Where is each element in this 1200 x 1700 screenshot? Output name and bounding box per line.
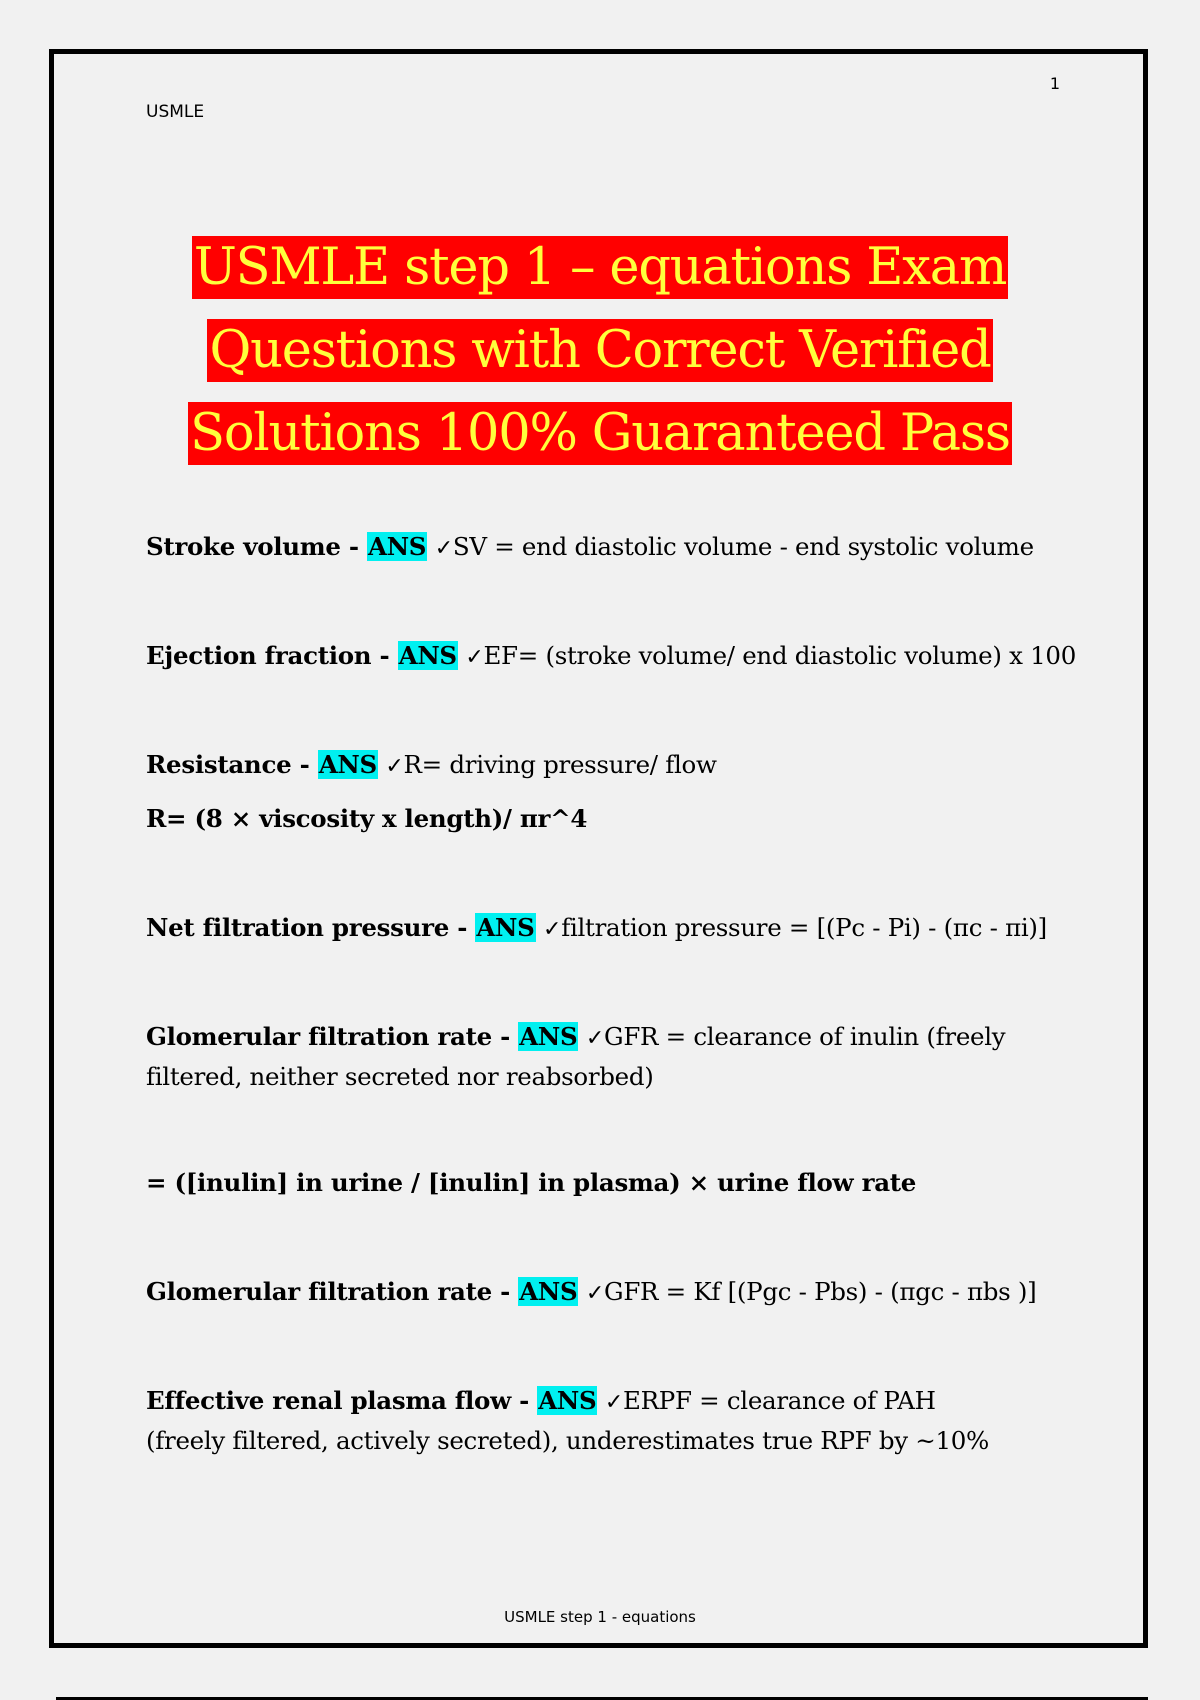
gfr-inulin-formula: = ([inulin] in urine / [inulin] in plasma) × urine flow rate <box>146 1168 917 1197</box>
ans-badge: ANS <box>519 1277 578 1306</box>
resistance-formula: R= (8 × viscosity x length)/ πr^4 <box>146 804 588 833</box>
term-separator: - <box>291 750 318 779</box>
qa-entry-ejection-fraction <box>146 637 1096 677</box>
running-header: USMLE <box>146 102 205 122</box>
answer-text: SV = end diastolic volume - end systolic volume <box>452 532 1034 561</box>
title-line-3: Solutions 100% Guaranteed Pass <box>190 404 1010 463</box>
qa-entry-stroke-volume <box>146 528 1096 568</box>
question-term: Stroke volume <box>146 532 341 561</box>
ans-badge: ANS <box>476 913 535 942</box>
question-term: Glomerular filtration rate <box>146 1277 492 1306</box>
qa-entry-resistance <box>146 746 1096 786</box>
qa-entry-gfr-inulin <box>146 1018 1006 1096</box>
ans-badge: ANS <box>398 641 457 670</box>
term-separator: - <box>340 532 367 561</box>
term-separator: - <box>449 913 476 942</box>
question-term: Effective renal plasma flow <box>146 1386 511 1415</box>
running-footer: USMLE step 1 - equations <box>504 1608 696 1626</box>
title-line-2: Questions with Correct Verified <box>209 321 991 380</box>
ans-badge: ANS <box>519 1022 578 1051</box>
question-term: Net filtration pressure <box>146 913 450 942</box>
qa-entry-net-filtration-pressure <box>146 909 1096 949</box>
page-number: 1 <box>1049 74 1061 93</box>
question-term: Resistance <box>146 750 292 779</box>
check-icon: ✓ <box>465 645 484 670</box>
ans-badge: ANS <box>538 1386 597 1415</box>
term-separator: - <box>491 1277 519 1306</box>
answer-text: ERPF = clearance of PAH (freely filtered, actively secreted), underestimates true RPF by ~10% <box>146 1386 990 1455</box>
answer-text: GFR = clearance of inulin (freely filtered, neither secreted nor reabsorbed) <box>146 1022 1006 1091</box>
check-icon: ✓ <box>585 1026 605 1051</box>
qa-entry-erpf <box>146 1382 1016 1460</box>
question-term: Ejection fraction <box>146 641 372 670</box>
term-separator: - <box>491 1022 519 1051</box>
term-separator: - <box>371 641 398 670</box>
check-icon: ✓ <box>604 1390 624 1415</box>
question-term: Glomerular filtration rate <box>146 1022 492 1051</box>
answer-text: EF= (stroke volume/ end diastolic volume) x 100 <box>483 641 1076 670</box>
answer-text: filtration pressure = [(Pc - Pi) - (πc - πi)] <box>561 913 1047 942</box>
ans-badge: ANS <box>368 532 427 561</box>
qa-entry-gfr-starling <box>146 1273 1096 1313</box>
check-icon: ✓ <box>434 536 453 561</box>
answer-text: R= driving pressure/ flow <box>403 750 717 779</box>
ans-badge: ANS <box>318 750 377 779</box>
check-icon: ✓ <box>585 1281 605 1306</box>
check-icon: ✓ <box>385 754 404 779</box>
term-separator: - <box>510 1386 538 1415</box>
answer-text: GFR = Kf [(Pgc - Pbs) - (πgc - πbs )] <box>604 1277 1037 1306</box>
title-line-1: USMLE step 1 – equations Exam <box>193 238 1007 297</box>
document-title <box>150 226 1050 475</box>
check-icon: ✓ <box>543 917 562 942</box>
